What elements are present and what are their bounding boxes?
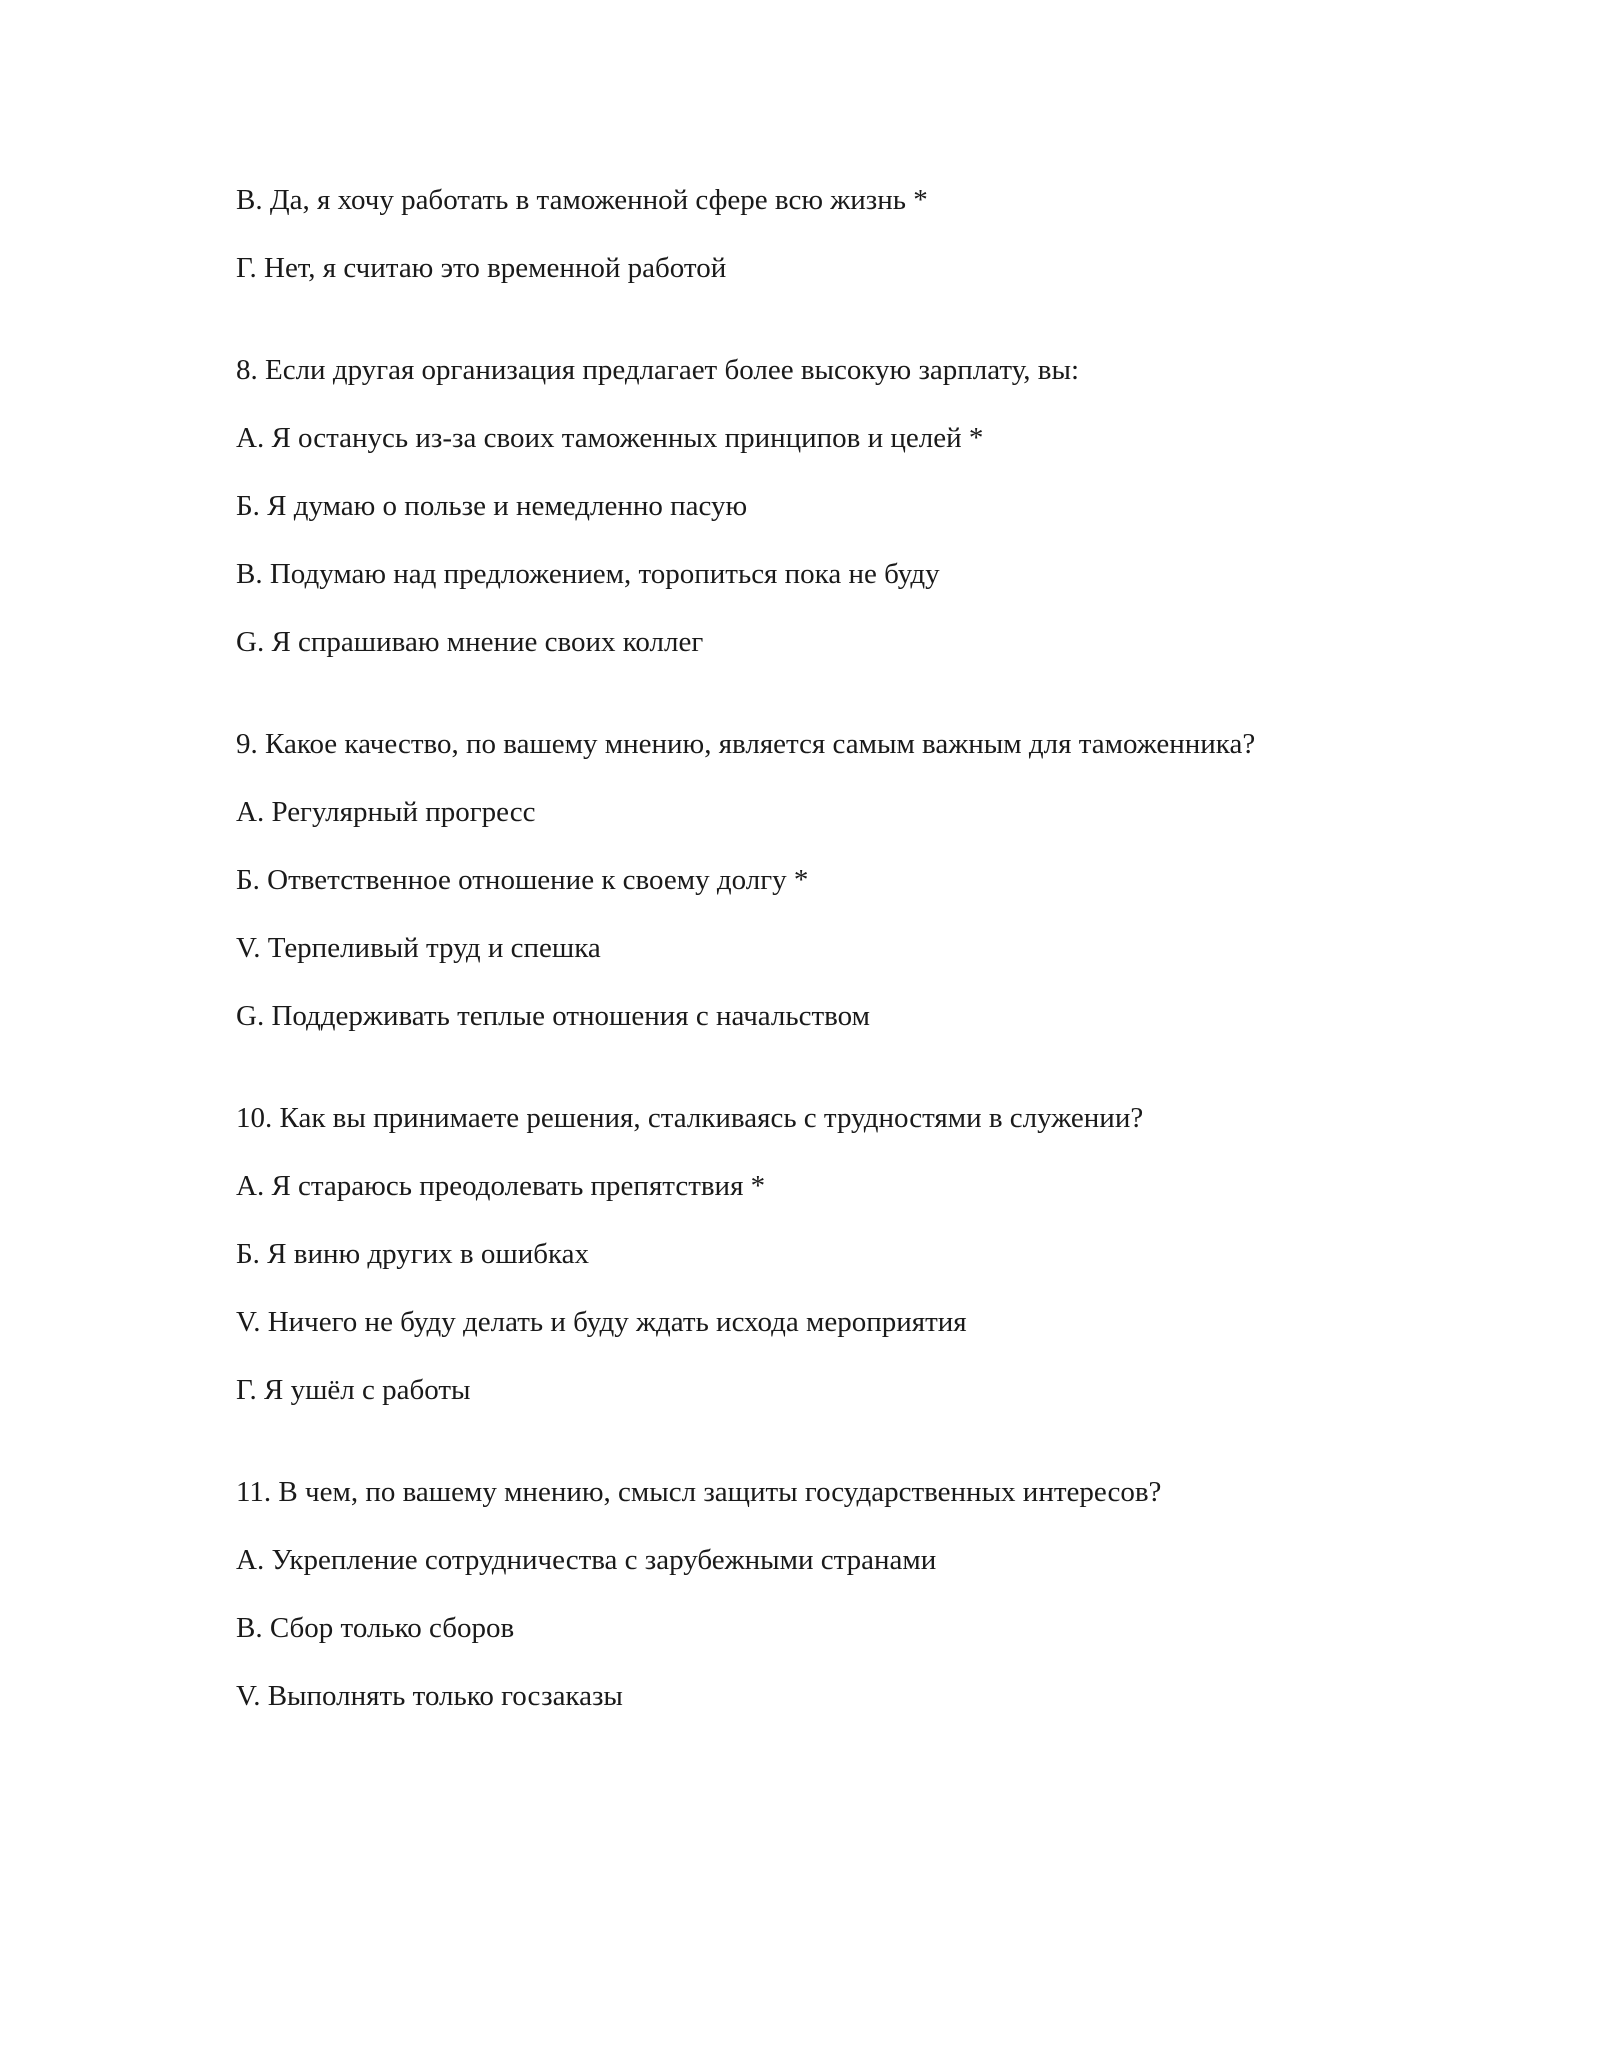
question-10 [236, 1101, 1436, 1407]
question-9 [236, 727, 1436, 1033]
answer-option: V. Ничего не буду делать и буду ждать исхода мероприятия [236, 1306, 967, 1338]
answer-option: В. Сбор только сборов [236, 1612, 515, 1644]
answer-option: Б. Я думаю о пользе и немедленно пасую [236, 490, 748, 522]
answer-option: А. Регулярный прогресс [236, 796, 536, 828]
answer-option: G. Поддерживать теплые отношения с начальством [236, 1000, 870, 1032]
question-7-tail [236, 183, 1436, 285]
question-text: 8. Если другая организация предлагает более высокую зарплату, вы: [236, 354, 1080, 386]
question-text: 11. В чем, по вашему мнению, смысл защиты государственных интересов? [236, 1476, 1162, 1508]
answer-option: В. Да, я хочу работать в таможенной сфере всю жизнь * [236, 184, 928, 216]
answer-option: Б. Я виню других в ошибках [236, 1238, 589, 1270]
question-8 [236, 353, 1436, 659]
document-body [236, 183, 1436, 1747]
answer-option: Г. Я ушёл с работы [236, 1374, 471, 1406]
answer-option: Б. Ответственное отношение к своему долгу * [236, 864, 809, 896]
spacer [236, 1067, 1436, 1101]
question-text: 9. Какое качество, по вашему мнению, является самым важным для таможенника? [236, 728, 1256, 760]
answer-option: V. Терпеливый труд и спешка [236, 932, 601, 964]
answer-option: V. Выполнять только госзаказы [236, 1680, 623, 1712]
answer-option: А. Укрепление сотрудничества с зарубежными странами [236, 1544, 937, 1576]
spacer [236, 319, 1436, 353]
answer-option: В. Подумаю над предложением, торопиться пока не буду [236, 558, 940, 590]
question-11 [236, 1475, 1436, 1713]
answer-option: Г. Нет, я считаю это временной работой [236, 252, 727, 284]
answer-option: А. Я стараюсь преодолевать препятствия * [236, 1170, 766, 1202]
spacer [236, 1441, 1436, 1475]
question-text: 10. Как вы принимаете решения, сталкиваясь с трудностями в служении? [236, 1102, 1144, 1134]
spacer [236, 693, 1436, 727]
answer-option: G. Я спрашиваю мнение своих коллег [236, 626, 704, 658]
answer-option: А. Я останусь из-за своих таможенных принципов и целей * [236, 422, 984, 454]
